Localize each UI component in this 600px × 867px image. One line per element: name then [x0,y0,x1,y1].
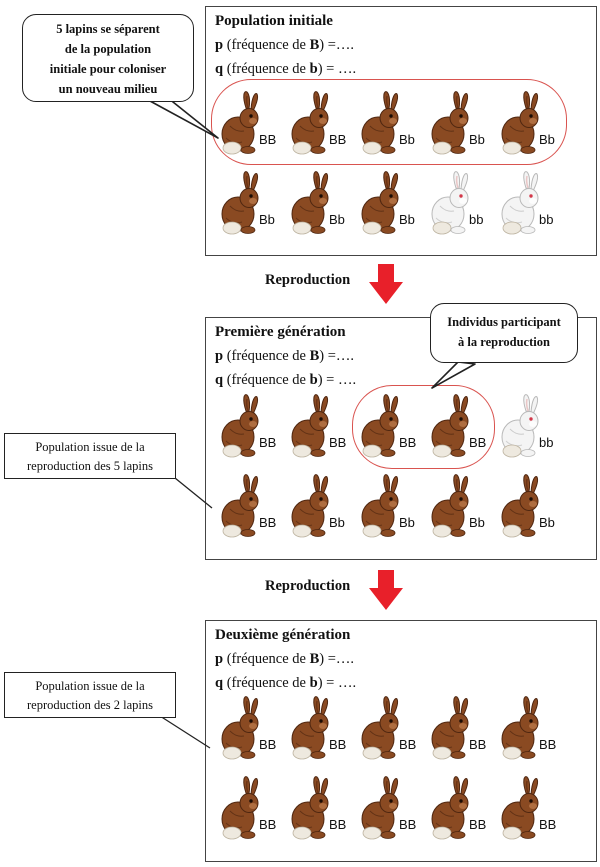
rabbit-icon [500,473,542,539]
panel-title: Deuxième génération [215,627,351,643]
pop5-callout: Population issue de la reproduction des 5 lapins [4,433,176,479]
rabbit-icon [500,695,542,761]
brown-rabbit [220,695,288,765]
rabbit-icon [290,775,332,841]
brown-rabbit [290,775,358,845]
rabbit-icon [360,695,402,761]
genotype-label: BB [469,435,487,450]
genotype-label: BB [539,817,557,832]
q-frequency-line: q (fréquence de b) = …. [215,372,357,388]
genotype-label: Bb [399,132,415,147]
brown-rabbit [290,170,358,240]
brown-rabbit [220,170,288,240]
rabbit-icon [290,90,332,156]
genotype-label: BB [469,737,487,752]
rabbit-icon [430,695,472,761]
participants-callout: Individus participant à la reproduction [430,303,578,363]
brown-rabbit [430,393,498,463]
genotype-label: bb [539,435,554,450]
rabbit-icon [360,170,402,236]
arrow-label: Reproduction [265,272,351,288]
rabbit-icon [220,775,262,841]
genotype-label: BB [399,817,417,832]
brown-rabbit [360,90,428,160]
brown-rabbit [360,695,428,765]
white-rabbit [500,170,568,240]
p-frequency-line: p (fréquence de B) =…. [215,348,355,364]
genotype-label: BB [329,737,347,752]
brown-rabbit [360,170,428,240]
rabbit-icon [220,473,262,539]
genotype-label: bb [539,212,554,227]
reproduction-arrow-1 [265,264,465,300]
genotype-label: BB [329,817,347,832]
genotype-label: Bb [539,515,555,530]
rabbit-icon [500,170,542,236]
genotype-label: Bb [329,212,345,227]
genotype-label: Bb [259,212,275,227]
rabbit-icon [290,170,332,236]
genotype-label: Bb [399,212,415,227]
genotype-label: Bb [469,132,485,147]
genotype-label: BB [259,817,277,832]
down-arrow-icon [369,570,403,610]
rabbit-icon [500,90,542,156]
genotype-label: BB [329,435,347,450]
brown-rabbit [360,473,428,543]
brown-rabbit [500,775,568,845]
rabbit-icon [360,473,402,539]
brown-rabbit [500,695,568,765]
q-frequency-line: q (fréquence de b) = …. [215,675,357,691]
q-frequency-line: q (fréquence de b) = …. [215,61,357,77]
panel-title: Première génération [215,324,346,340]
arrow-label: Reproduction [265,578,351,594]
brown-rabbit [220,775,288,845]
rabbit-icon [430,775,472,841]
genotype-label: BB [399,435,417,450]
panel-title: Population initiale [215,13,333,29]
genotype-label: BB [259,737,277,752]
rabbit-icon [430,393,472,459]
brown-rabbit [290,90,358,160]
genotype-label: BB [539,737,557,752]
rabbit-icon [220,170,262,236]
white-rabbit [430,170,498,240]
p-frequency-line: p (fréquence de B) =…. [215,37,355,53]
genotype-label: Bb [399,515,415,530]
rabbit-icon [360,775,402,841]
brown-rabbit [220,90,288,160]
rabbit-icon [360,90,402,156]
white-rabbit [500,393,568,463]
brown-rabbit [430,775,498,845]
brown-rabbit [290,473,358,543]
brown-rabbit [360,775,428,845]
rabbit-icon [220,90,262,156]
p-frequency-line: p (fréquence de B) =…. [215,651,355,667]
rabbit-icon [290,393,332,459]
rabbit-icon [290,695,332,761]
rabbit-icon [500,393,542,459]
genotype-label: BB [399,737,417,752]
rabbit-icon [220,695,262,761]
genotype-label: Bb [469,515,485,530]
reproduction-arrow-2 [265,570,465,606]
genotype-label: BB [259,132,277,147]
brown-rabbit [430,473,498,543]
brown-rabbit [430,695,498,765]
brown-rabbit [220,393,288,463]
rabbit-icon [430,90,472,156]
brown-rabbit [360,393,428,463]
panel-second-generation [205,620,597,862]
genotype-label: Bb [329,515,345,530]
genotype-label: Bb [539,132,555,147]
brown-rabbit [500,473,568,543]
brown-rabbit [290,393,358,463]
brown-rabbit [500,90,568,160]
rabbit-icon [290,473,332,539]
down-arrow-icon [369,264,403,304]
rabbit-icon [430,170,472,236]
brown-rabbit [220,473,288,543]
brown-rabbit [430,90,498,160]
genotype-label: BB [329,132,347,147]
brown-rabbit [290,695,358,765]
rabbit-icon [500,775,542,841]
genotype-label: BB [469,817,487,832]
genotype-label: bb [469,212,484,227]
rabbit-icon [430,473,472,539]
pop2-callout: Population issue de la reproduction des 2 lapins [4,672,176,718]
rabbit-icon [360,393,402,459]
founders-callout: 5 lapins se séparent de la population initiale pour coloniser un nouveau milieu [22,14,194,102]
panel-initial-population [205,6,597,256]
rabbit-icon [220,393,262,459]
genotype-label: BB [259,515,277,530]
genotype-label: BB [259,435,277,450]
